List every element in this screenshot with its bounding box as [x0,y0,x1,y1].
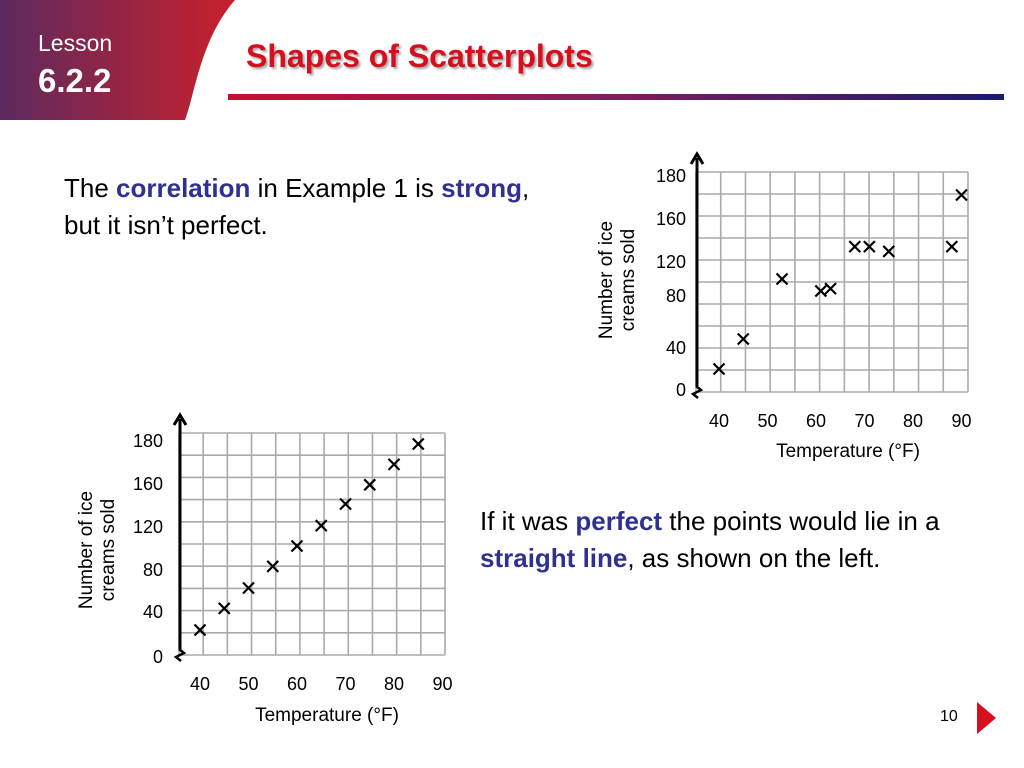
highlight-term: correlation [116,173,251,203]
data-point [292,541,303,552]
x-axis-label: Temperature (°F) [776,441,920,462]
next-slide-button[interactable] [974,700,998,736]
y-axis-label-line: Number of ice [596,220,617,340]
y-axis-label-line: Number of ice [76,490,97,610]
x-tick-label: 50 [238,674,259,694]
page-number: 10 [940,708,958,725]
x-tick-label: 90 [951,411,972,431]
x-tick-label: 80 [383,674,405,694]
y-tick-label: 0 [152,647,163,667]
lesson-number: 6.2.2 [38,62,112,99]
x-tick-label: 90 [432,674,453,694]
text-run: in Example 1 is [250,173,442,203]
y-tick-label: 180 [655,166,686,186]
x-tick-label: 70 [335,674,356,694]
text-run: If it was [480,506,576,536]
x-tick-label: 40 [708,411,730,431]
data-point [389,459,400,470]
x-tick-label: 80 [902,411,924,431]
next-arrow-icon [977,702,996,734]
x-tick-label: 60 [286,674,308,694]
x-tick-label: 40 [189,674,211,694]
data-point [364,479,375,490]
x-axis-label: Temperature (°F) [255,705,399,726]
text-run: , but it isn’t perfect. [64,173,530,240]
y-tick-label: 180 [132,431,163,451]
slide-title: Shapes of Scatterplots [246,38,593,74]
text-run: , as shown on the left. [627,543,881,573]
y-tick-label: 80 [142,560,163,580]
y-axis-label-line: creams sold [98,498,119,602]
highlight-term: strong [441,173,523,203]
data-point [413,439,424,450]
y-tick-label: 160 [655,209,686,229]
grid [179,433,445,655]
lesson-label: Lesson [38,30,113,56]
y-tick-label: 120 [655,252,686,272]
x-tick-label: 60 [805,411,827,431]
y-axis-label-line: creams sold [618,228,639,332]
y-tick-label: 40 [142,602,163,622]
y-tick-label: 0 [675,380,686,400]
text-run: the points would lie in a [662,506,940,536]
highlight-term: straight line [480,543,628,573]
y-tick-label: 120 [132,517,163,537]
text-run: The [64,173,117,203]
x-tick-label: 70 [854,411,875,431]
x-tick-label: 50 [757,411,778,431]
y-axis-label [76,491,119,609]
y-tick-label: 40 [665,338,686,358]
y-tick-label: 160 [132,474,163,494]
y-tick-label: 80 [665,286,686,306]
highlight-term: perfect [575,506,663,536]
